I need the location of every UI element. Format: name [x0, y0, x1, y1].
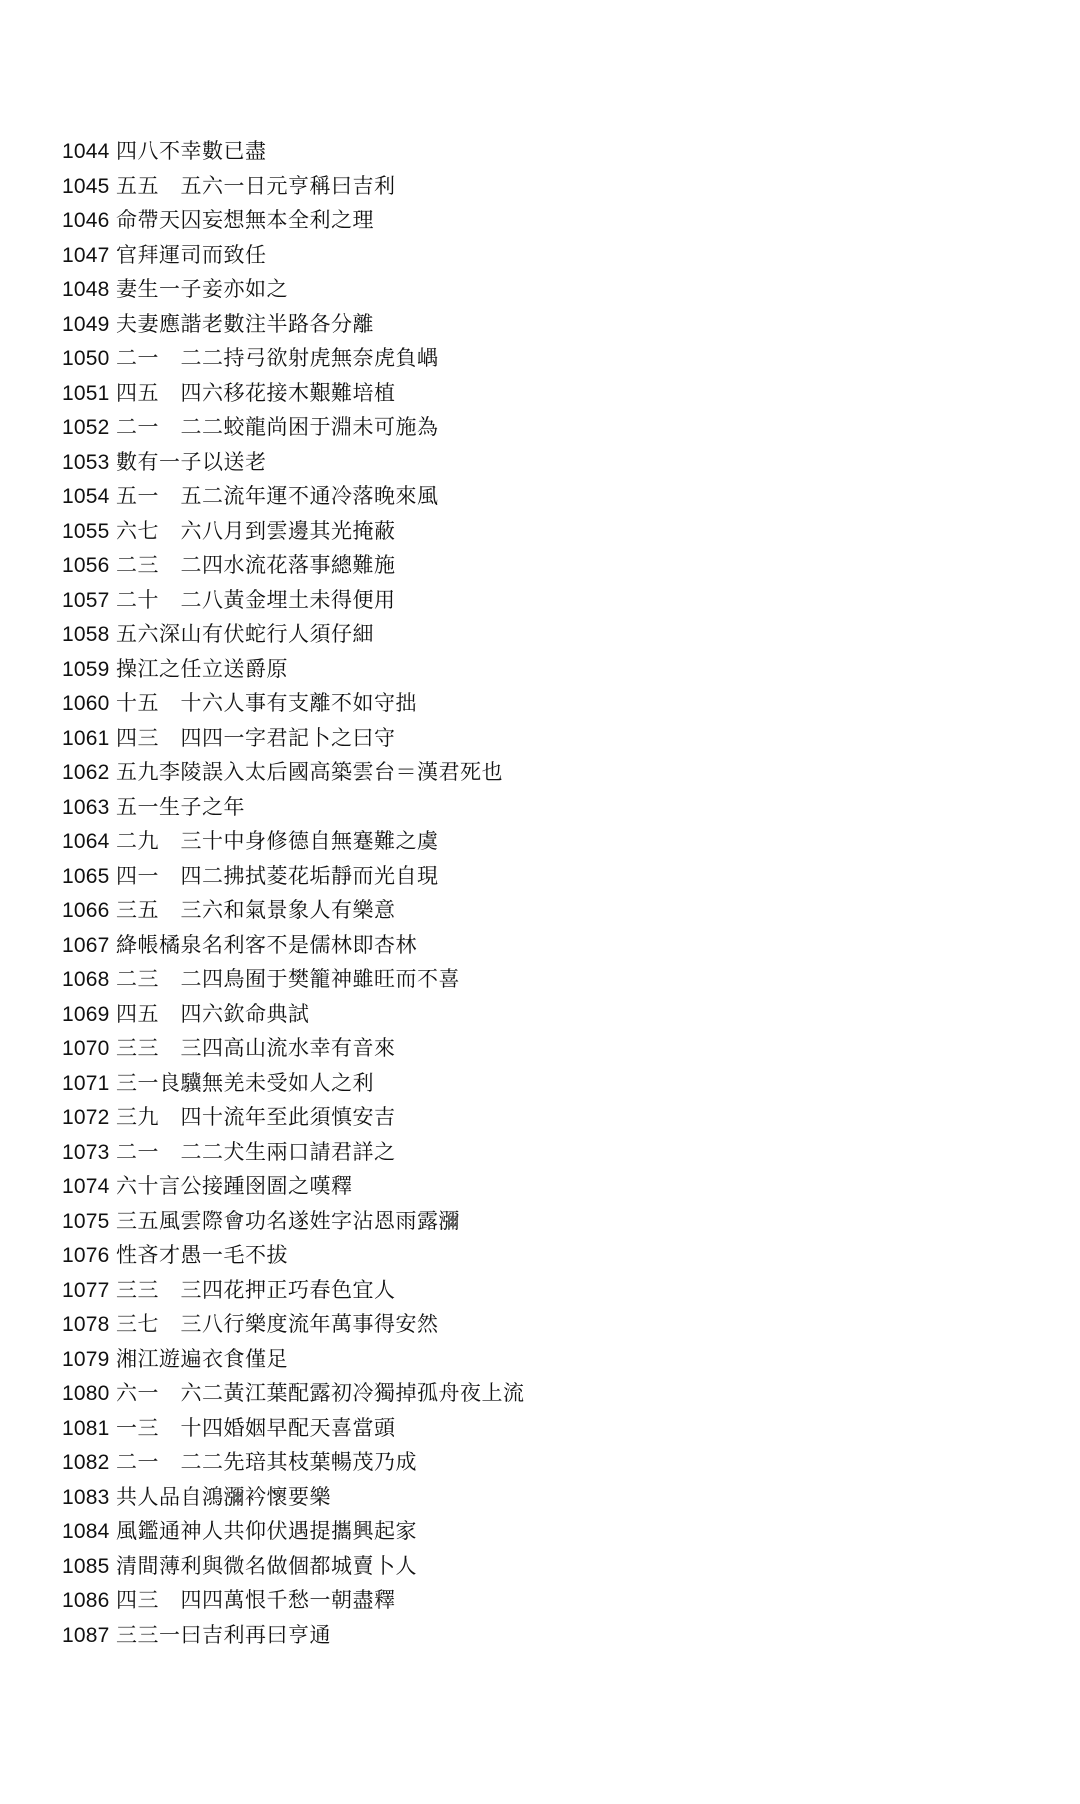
entry-text: 風鑑通神人共仰伏遇提攜興起家	[116, 1519, 417, 1543]
entry-number: 1049	[62, 312, 110, 336]
entry-text: 二一 二二持弓欲射虎無奈虎負嵎	[116, 346, 439, 370]
entry-number: 1068	[62, 968, 110, 991]
list-item	[62, 583, 525, 618]
entry-number: 1057	[62, 588, 110, 612]
entry-text: 命帶天囚妄想無本全利之理	[116, 208, 374, 232]
entry-list	[62, 134, 525, 1652]
entry-text: 六一 六二黃江葉配露初冷獨掉孤舟夜上流	[116, 1381, 525, 1405]
entry-text: 一三 十四婚姻早配天喜當頭	[116, 1415, 396, 1440]
entry-text: 二十 二八黃金埋土未得便用	[116, 587, 396, 612]
entry-text: 六十言公接踵囹圄之嘆釋	[116, 1174, 353, 1198]
list-item	[62, 1618, 525, 1653]
entry-number: 1071	[62, 1071, 110, 1095]
list-item	[62, 1307, 525, 1342]
list-item	[62, 272, 525, 307]
entry-number: 1050	[62, 347, 110, 370]
list-item	[62, 307, 525, 342]
entry-text: 三七 三八行樂度流年萬事得安然	[116, 1312, 439, 1336]
entry-text: 性吝才愚一毛不拔	[116, 1243, 288, 1267]
list-item	[62, 997, 525, 1032]
entry-number: 1076	[62, 1244, 110, 1267]
list-item	[62, 1031, 525, 1066]
list-item	[62, 824, 525, 859]
entry-number: 1061	[62, 726, 110, 750]
entry-text: 三五風雲際會功名遂姓字沾恩雨露瀰	[116, 1208, 460, 1233]
list-item	[62, 1238, 525, 1273]
entry-text: 數有一子以送老	[116, 449, 267, 474]
entry-number: 1066	[62, 899, 110, 922]
list-item	[62, 790, 525, 825]
list-item	[62, 1169, 525, 1204]
entry-text: 四五 四六移花接木艱難培植	[116, 380, 396, 405]
entry-number: 1086	[62, 1589, 110, 1612]
entry-text: 四一 四二拂拭菱花垢靜而光自現	[116, 863, 439, 888]
list-item	[62, 1376, 525, 1411]
entry-number: 1056	[62, 554, 110, 577]
entry-number: 1083	[62, 1485, 110, 1509]
entry-number: 1048	[62, 278, 110, 301]
entry-number: 1062	[62, 761, 110, 784]
entry-text: 操江之任立送爵原	[116, 656, 288, 681]
list-item	[62, 169, 525, 204]
entry-text: 夫妻應諧老數注半路各分離	[116, 311, 374, 336]
entry-text: 二一 二二蛟龍尚困于淵未可施為	[116, 415, 439, 439]
entry-text: 五五 五六一日元亨稱曰吉利	[116, 173, 396, 198]
entry-number: 1063	[62, 795, 110, 819]
entry-text: 三三 三四花押正巧春色宜人	[116, 1277, 396, 1302]
list-item	[62, 341, 525, 376]
entry-number: 1044	[62, 140, 110, 163]
entry-text: 五九李陵誤入太后國高築雲台＝漢君死也	[116, 760, 503, 784]
list-item	[62, 238, 525, 273]
entry-number: 1045	[62, 174, 110, 198]
list-item	[62, 686, 525, 721]
entry-text: 湘江遊遍衣食僅足	[116, 1346, 288, 1371]
entry-text: 二九 三十中身修德自無蹇難之虞	[116, 829, 439, 853]
list-item	[62, 1135, 525, 1170]
entry-number: 1047	[62, 243, 110, 267]
entry-text: 二三 二四水流花落事總難施	[116, 553, 396, 577]
entry-text: 四五 四六欽命典試	[116, 1001, 310, 1026]
entry-number: 1087	[62, 1623, 110, 1647]
list-item	[62, 928, 525, 963]
list-item	[62, 721, 525, 756]
entry-text: 妻生一子妾亦如之	[116, 277, 288, 301]
entry-number: 1059	[62, 657, 110, 681]
entry-number: 1082	[62, 1451, 110, 1474]
list-item	[62, 1514, 525, 1549]
entry-number: 1078	[62, 1313, 110, 1336]
list-item	[62, 1342, 525, 1377]
list-item	[62, 1273, 525, 1308]
entry-number: 1079	[62, 1347, 110, 1371]
entry-number: 1077	[62, 1278, 110, 1302]
entry-text: 四八不幸數已盡	[116, 139, 267, 163]
list-item	[62, 859, 525, 894]
entry-text: 三九 四十流年至此須慎安吉	[116, 1105, 396, 1129]
entry-number: 1074	[62, 1175, 110, 1198]
entry-number: 1046	[62, 209, 110, 232]
entry-number: 1060	[62, 692, 110, 715]
entry-number: 1073	[62, 1140, 110, 1164]
entry-number: 1070	[62, 1037, 110, 1060]
list-item	[62, 652, 525, 687]
entry-text: 官拜運司而致任	[116, 242, 267, 267]
entry-text: 絳帳橘泉名利客不是儒林即杏林	[116, 932, 417, 957]
entry-number: 1084	[62, 1520, 110, 1543]
list-item	[62, 755, 525, 790]
entry-text: 二一 二二犬生兩口請君詳之	[116, 1139, 396, 1164]
entry-number: 1052	[62, 416, 110, 439]
list-item	[62, 1411, 525, 1446]
list-item	[62, 410, 525, 445]
entry-number: 1072	[62, 1106, 110, 1129]
list-item	[62, 134, 525, 169]
entry-number: 1075	[62, 1209, 110, 1233]
list-item	[62, 617, 525, 652]
entry-text: 清間薄利與微名做個都城賣卜人	[116, 1553, 417, 1578]
list-item	[62, 445, 525, 480]
list-item	[62, 479, 525, 514]
entry-number: 1081	[62, 1416, 110, 1440]
list-item	[62, 1549, 525, 1584]
list-item	[62, 962, 525, 997]
entry-text: 共人品自鴻瀰衿懷要樂	[116, 1484, 331, 1509]
entry-text: 三一良驥無羌未受如人之利	[116, 1070, 374, 1095]
entry-text: 五六深山有伏蛇行人須仔細	[116, 622, 374, 646]
entry-number: 1080	[62, 1382, 110, 1405]
entry-text: 六七 六八月到雲邊其光掩蔽	[116, 518, 396, 543]
list-item	[62, 548, 525, 583]
entry-text: 三五 三六和氣景象人有樂意	[116, 898, 396, 922]
list-item	[62, 1445, 525, 1480]
entry-number: 1067	[62, 933, 110, 957]
entry-number: 1069	[62, 1002, 110, 1026]
list-item	[62, 203, 525, 238]
list-item	[62, 1480, 525, 1515]
list-item	[62, 1583, 525, 1618]
entry-number: 1064	[62, 830, 110, 853]
list-item	[62, 1100, 525, 1135]
list-item	[62, 376, 525, 411]
entry-number: 1058	[62, 623, 110, 646]
list-item	[62, 1066, 525, 1101]
entry-text: 四三 四四萬恨千愁一朝盡釋	[116, 1588, 396, 1612]
entry-text: 四三 四四一字君記卜之曰守	[116, 725, 396, 750]
entry-text: 二三 二四鳥囿于樊籠神雖旺而不喜	[116, 967, 460, 991]
entry-text: 五一生子之年	[116, 794, 245, 819]
entry-number: 1054	[62, 485, 110, 508]
entry-text: 三三一曰吉利再曰亨通	[116, 1622, 331, 1647]
entry-number: 1085	[62, 1554, 110, 1578]
entry-text: 五一 五二流年運不通冷落晚來風	[116, 484, 439, 508]
entry-text: 十五 十六人事有支離不如守拙	[116, 691, 417, 715]
list-item	[62, 1204, 525, 1239]
entry-number: 1053	[62, 450, 110, 474]
list-item	[62, 893, 525, 928]
entry-text: 三三 三四高山流水幸有音來	[116, 1036, 396, 1060]
entry-text: 二一 二二先琣其枝葉暢茂乃成	[116, 1450, 417, 1474]
entry-number: 1065	[62, 864, 110, 888]
list-item	[62, 514, 525, 549]
entry-number: 1055	[62, 519, 110, 543]
entry-number: 1051	[62, 381, 110, 405]
